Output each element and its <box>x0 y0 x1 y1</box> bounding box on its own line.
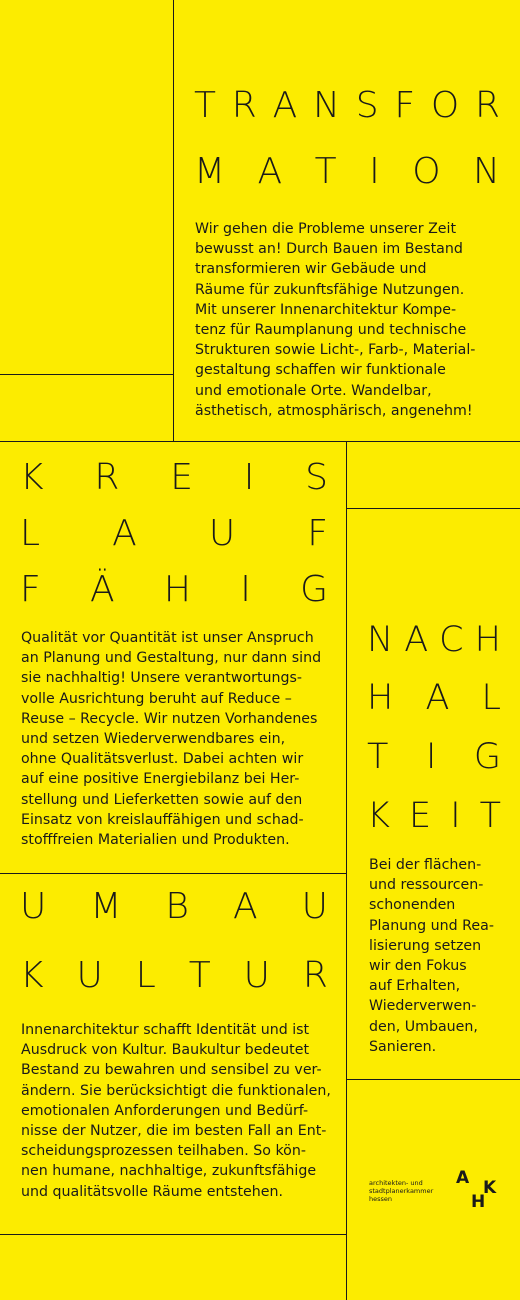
text-line: wir den Fokus <box>369 958 467 975</box>
heading-letter: N <box>313 85 340 126</box>
grid-line <box>173 0 174 441</box>
heading-letter: I <box>369 151 380 192</box>
text-line: Bestand zu bewahren und sensibel zu ver- <box>21 1062 322 1079</box>
kreislauffaehig-text <box>21 628 321 850</box>
grid-line <box>0 873 346 874</box>
logo-letter: A <box>456 1168 470 1188</box>
heading-letter: F <box>394 85 416 126</box>
text-line: transformieren wir Gebäude und <box>195 261 427 278</box>
text-line: tenz für Raumplanung und technische <box>195 322 467 339</box>
heading-letter: L <box>20 513 41 554</box>
nachhaltigkeit-heading-row-4 <box>367 794 501 838</box>
text-line: bewusst an! Durch Bauen im Bestand <box>195 241 463 258</box>
heading-letter: T <box>367 737 389 777</box>
text-line: Planung und Rea- <box>369 917 494 934</box>
heading-letter: T <box>479 796 501 836</box>
heading-letter: T <box>314 151 337 192</box>
transformation-heading-row-2 <box>194 150 500 194</box>
heading-letter: O <box>430 85 460 126</box>
heading-letter: H <box>163 569 191 610</box>
text-line: Räume für zukunftsfähige Nutzungen. <box>195 281 465 298</box>
heading-letter: E <box>170 457 193 498</box>
logo-text <box>369 1179 433 1203</box>
text-line: volle Ausrichtung beruht auf Reduce – <box>21 690 292 707</box>
heading-letter: H <box>367 678 394 718</box>
grid-line <box>0 1234 346 1235</box>
heading-letter: F <box>307 513 328 554</box>
heading-letter: U <box>20 886 47 927</box>
heading-letter: M <box>90 886 122 927</box>
heading-letter: B <box>165 886 189 927</box>
transformation-heading-row-1 <box>194 84 500 128</box>
umbaukultur-text <box>21 1020 331 1202</box>
text-line: Mit unserer Innenarchitektur Kompe- <box>195 301 457 318</box>
transformation-text <box>195 219 475 421</box>
grid-line <box>0 441 520 442</box>
text-line: ästhetisch, atmosphärisch, angenehm! <box>195 402 473 419</box>
heading-letter: A <box>425 678 450 718</box>
text-line: Wir gehen die Probleme unserer Zeit <box>195 221 457 237</box>
nachhaltigkeit-text <box>369 855 494 1057</box>
umbaukultur-heading-row-2 <box>20 954 328 998</box>
text-line: ändern. Sie berücksichtigt die funktionalen, <box>21 1082 331 1099</box>
text-line: Reuse – Recycle. Wir nutzen Vorhandenes <box>21 710 318 727</box>
heading-letter: C <box>439 620 464 660</box>
text-line: Sanieren. <box>369 1038 437 1055</box>
text-line: und emotionale Orte. Wandelbar, <box>195 382 432 399</box>
heading-letter: A <box>233 886 258 927</box>
logo-letter: K <box>483 1178 497 1198</box>
heading-letter: I <box>240 569 251 610</box>
text-line: und setzen Wiederverwendbares ein, <box>21 731 286 748</box>
heading-letter: I <box>425 737 437 777</box>
nachhaltigkeit-heading-row-2 <box>367 676 501 720</box>
heading-letter: U <box>76 955 103 996</box>
text-line: und qualitätsvolle Räume entstehen. <box>21 1183 283 1200</box>
heading-letter: H <box>474 620 501 660</box>
heading-letter: R <box>231 85 257 126</box>
logo-text-line: hessen <box>369 1195 393 1203</box>
heading-letter: T <box>188 955 211 996</box>
text-line: scheidungsprozessen teilhaben. So kön- <box>21 1143 306 1160</box>
heading-letter: U <box>243 955 271 996</box>
heading-letter: L <box>135 955 156 996</box>
heading-letter: K <box>20 955 44 996</box>
heading-letter: N <box>473 151 500 192</box>
heading-letter: U <box>301 886 328 927</box>
text-line: Strukturen sowie Licht-, Farb-, Material- <box>195 342 476 359</box>
heading-letter: G <box>473 737 501 777</box>
text-line: schonenden <box>369 897 456 914</box>
text-line: lisierung setzen <box>369 937 482 954</box>
heading-letter: L <box>481 678 501 718</box>
text-line: Ausdruck von Kultur. Baukultur bedeutet <box>21 1042 310 1059</box>
text-line: den, Umbauen, <box>369 1018 478 1035</box>
heading-letter: S <box>305 457 328 498</box>
kreislauffaehig-heading-row-1 <box>20 456 328 500</box>
text-line: und ressourcen- <box>369 877 484 894</box>
text-line: nisse der Nutzer, die im besten Fall an Ent- <box>21 1123 327 1140</box>
heading-letter: I <box>243 457 255 498</box>
heading-letter: Ä <box>89 569 115 610</box>
heading-letter: R <box>94 457 120 498</box>
grid-line <box>346 508 520 509</box>
logo-text-line: stadtplanerkammer <box>369 1187 434 1195</box>
grid-line <box>0 374 173 375</box>
heading-letter: O <box>412 151 441 192</box>
heading-letter: G <box>300 569 328 610</box>
heading-letter: N <box>367 620 394 660</box>
heading-letter: E <box>409 796 432 836</box>
text-line: Innenarchitektur schafft Identität und ist <box>21 1022 310 1038</box>
logo-letter: H <box>471 1192 486 1212</box>
grid-line <box>346 441 347 1300</box>
text-line: Einsatz von kreislauffähigen und schad- <box>21 811 304 828</box>
kreislauffaehig-heading-row-2 <box>20 512 328 556</box>
text-line: Qualität vor Quantität ist unser Anspruch <box>21 630 314 646</box>
heading-letter: M <box>194 151 226 192</box>
nachhaltigkeit-heading-row-3 <box>367 735 501 779</box>
heading-letter: A <box>404 620 429 660</box>
grid-line <box>346 1079 520 1080</box>
heading-letter: K <box>20 457 44 498</box>
text-line: stellung und Lieferketten sowie auf den <box>21 791 303 808</box>
text-line: ohne Qualitätsverlust. Dabei achten wir <box>21 751 304 768</box>
text-line: Bei der flächen- <box>369 857 482 873</box>
text-line: stofffreien Materialien und Produkten. <box>21 832 290 849</box>
text-line: auf Erhalten, <box>369 978 461 995</box>
logo-mark <box>453 1168 503 1216</box>
heading-letter: A <box>272 85 298 126</box>
kreislauffaehig-heading-row-3 <box>20 568 328 612</box>
text-line: gestaltung schaffen wir funktionale <box>195 362 446 379</box>
heading-letter: I <box>450 796 461 836</box>
text-line: nen humane, nachhaltige, zukunftsfähige <box>21 1163 317 1180</box>
heading-letter: K <box>367 796 390 836</box>
text-line: emotionalen Anforderungen und Bedürf- <box>21 1102 309 1119</box>
heading-letter: S <box>355 85 379 126</box>
text-line: auf eine positive Energiebilanz bei Her- <box>21 771 300 788</box>
heading-letter: R <box>474 85 500 126</box>
text-line: an Planung und Gestaltung, nur dann sind <box>21 650 322 667</box>
logo-text-line: architekten- und <box>369 1179 423 1187</box>
heading-letter: A <box>112 513 137 554</box>
heading-letter: U <box>208 513 236 554</box>
heading-letter: T <box>194 85 216 126</box>
text-line: sie nachhaltig! Unsere verantwortungs- <box>21 670 303 687</box>
text-line: Wiederverwen- <box>369 998 477 1015</box>
heading-letter: R <box>302 955 328 996</box>
nachhaltigkeit-heading-row-1 <box>367 618 501 662</box>
heading-letter: F <box>20 569 41 610</box>
umbaukultur-heading-row-1 <box>20 885 328 929</box>
heading-letter: A <box>257 151 283 192</box>
